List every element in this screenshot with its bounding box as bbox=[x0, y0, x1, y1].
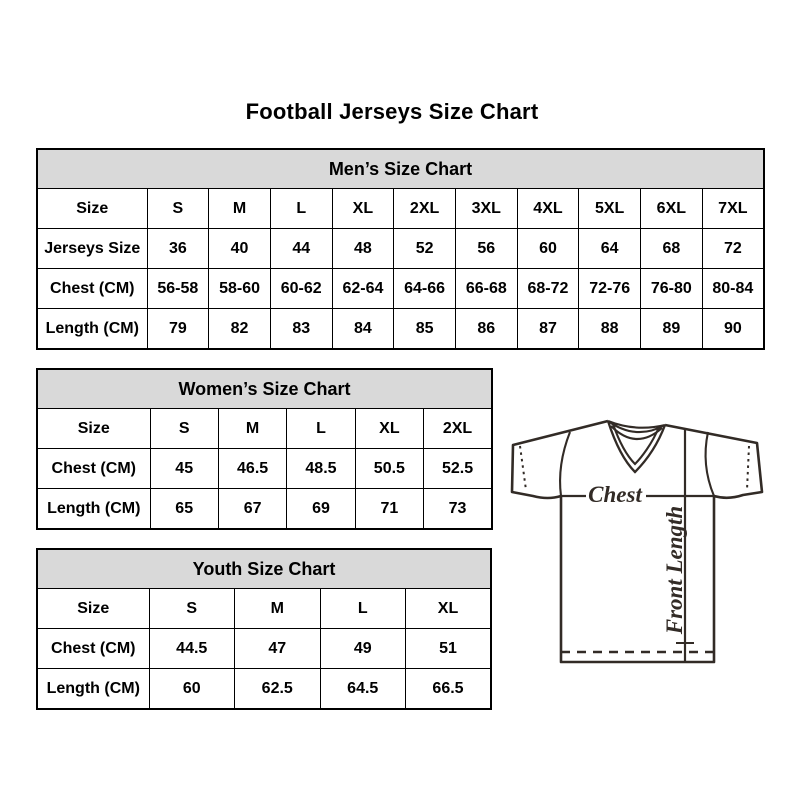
table-header-row bbox=[37, 149, 764, 189]
cell: M bbox=[209, 189, 271, 229]
cell: 89 bbox=[641, 309, 703, 350]
table-row bbox=[37, 309, 764, 350]
cell: 47 bbox=[235, 629, 321, 669]
cell: 48.5 bbox=[287, 449, 355, 489]
front-length-label: Front Length bbox=[662, 505, 687, 635]
cell: 3XL bbox=[455, 189, 517, 229]
cell: L bbox=[270, 189, 332, 229]
row-label: Length (CM) bbox=[37, 309, 147, 350]
cell: 48 bbox=[332, 229, 394, 269]
cell: L bbox=[287, 409, 355, 449]
cell: 90 bbox=[702, 309, 764, 350]
row-label: Chest (CM) bbox=[37, 629, 149, 669]
cell: 86 bbox=[455, 309, 517, 350]
right-armhole-seam bbox=[706, 432, 714, 496]
womens-size-table bbox=[36, 368, 493, 530]
row-label: Size bbox=[37, 189, 147, 229]
chest-label: Chest bbox=[588, 482, 642, 507]
cell: 76-80 bbox=[641, 269, 703, 309]
cell: 64-66 bbox=[394, 269, 456, 309]
cell: 66-68 bbox=[455, 269, 517, 309]
collar-arcs bbox=[608, 421, 665, 439]
cell: 83 bbox=[270, 309, 332, 350]
cell: 84 bbox=[332, 309, 394, 350]
left-armhole-seam bbox=[560, 432, 570, 496]
table-row bbox=[37, 189, 764, 229]
cell: 40 bbox=[209, 229, 271, 269]
table-row bbox=[37, 229, 764, 269]
table-header-row bbox=[37, 549, 491, 589]
cell: S bbox=[149, 589, 235, 629]
cell: XL bbox=[406, 589, 492, 629]
cell: 85 bbox=[394, 309, 456, 350]
cell: 52 bbox=[394, 229, 456, 269]
cell: 49 bbox=[320, 629, 406, 669]
cell: 60-62 bbox=[270, 269, 332, 309]
cell: 56-58 bbox=[147, 269, 209, 309]
jersey-outline bbox=[512, 421, 762, 662]
table-row bbox=[37, 409, 492, 449]
mens-table-title: Men’s Size Chart bbox=[37, 149, 764, 189]
cell: 71 bbox=[355, 489, 423, 530]
cell: 60 bbox=[149, 669, 235, 710]
cell: 73 bbox=[424, 489, 492, 530]
cell: 2XL bbox=[394, 189, 456, 229]
right-sleeve-dotted-line bbox=[747, 446, 749, 490]
cell: 51 bbox=[406, 629, 492, 669]
cell: 68-72 bbox=[517, 269, 579, 309]
cell: 4XL bbox=[517, 189, 579, 229]
cell: 66.5 bbox=[406, 669, 492, 710]
row-label: Chest (CM) bbox=[37, 269, 147, 309]
cell: S bbox=[150, 409, 218, 449]
table-row bbox=[37, 669, 491, 710]
cell: 79 bbox=[147, 309, 209, 350]
cell: 69 bbox=[287, 489, 355, 530]
cell: 88 bbox=[579, 309, 641, 350]
cell: 6XL bbox=[641, 189, 703, 229]
table-row bbox=[37, 629, 491, 669]
cell: 62.5 bbox=[235, 669, 321, 710]
cell: XL bbox=[355, 409, 423, 449]
cell: M bbox=[218, 409, 286, 449]
cell: 68 bbox=[641, 229, 703, 269]
page-title: Football Jerseys Size Chart bbox=[245, 99, 539, 124]
cell: 58-60 bbox=[209, 269, 271, 309]
row-label: Chest (CM) bbox=[37, 449, 150, 489]
cell: 62-64 bbox=[332, 269, 394, 309]
row-label: Length (CM) bbox=[37, 669, 149, 710]
cell: 2XL bbox=[424, 409, 492, 449]
cell: 36 bbox=[147, 229, 209, 269]
cell: 87 bbox=[517, 309, 579, 350]
youth-size-table bbox=[36, 548, 492, 710]
table-row bbox=[37, 269, 764, 309]
cell: 64.5 bbox=[320, 669, 406, 710]
cell: 45 bbox=[150, 449, 218, 489]
table-header-row bbox=[37, 369, 492, 409]
cell: 82 bbox=[209, 309, 271, 350]
cell: 46.5 bbox=[218, 449, 286, 489]
mens-size-table bbox=[36, 148, 765, 350]
cell: 80-84 bbox=[702, 269, 764, 309]
cell: 52.5 bbox=[424, 449, 492, 489]
cell: 50.5 bbox=[355, 449, 423, 489]
cell: 44 bbox=[270, 229, 332, 269]
table-row bbox=[37, 449, 492, 489]
table-row bbox=[37, 589, 491, 629]
cell: M bbox=[235, 589, 321, 629]
cell: S bbox=[147, 189, 209, 229]
youth-table-title: Youth Size Chart bbox=[37, 549, 491, 589]
cell: 5XL bbox=[579, 189, 641, 229]
row-label: Jerseys Size bbox=[37, 229, 147, 269]
womens-table-title: Women’s Size Chart bbox=[37, 369, 492, 409]
cell: 7XL bbox=[702, 189, 764, 229]
table-row bbox=[37, 489, 492, 530]
cell: XL bbox=[332, 189, 394, 229]
cell: 65 bbox=[150, 489, 218, 530]
cell: 56 bbox=[455, 229, 517, 269]
cell: 44.5 bbox=[149, 629, 235, 669]
cell: 72 bbox=[702, 229, 764, 269]
cell: L bbox=[320, 589, 406, 629]
row-label: Size bbox=[37, 589, 149, 629]
left-sleeve-dotted-line bbox=[520, 446, 526, 490]
row-label: Length (CM) bbox=[37, 489, 150, 530]
cell: 72-76 bbox=[579, 269, 641, 309]
cell: 64 bbox=[579, 229, 641, 269]
jersey-measurement-diagram bbox=[505, 410, 770, 672]
row-label: Size bbox=[37, 409, 150, 449]
cell: 67 bbox=[218, 489, 286, 530]
cell: 60 bbox=[517, 229, 579, 269]
